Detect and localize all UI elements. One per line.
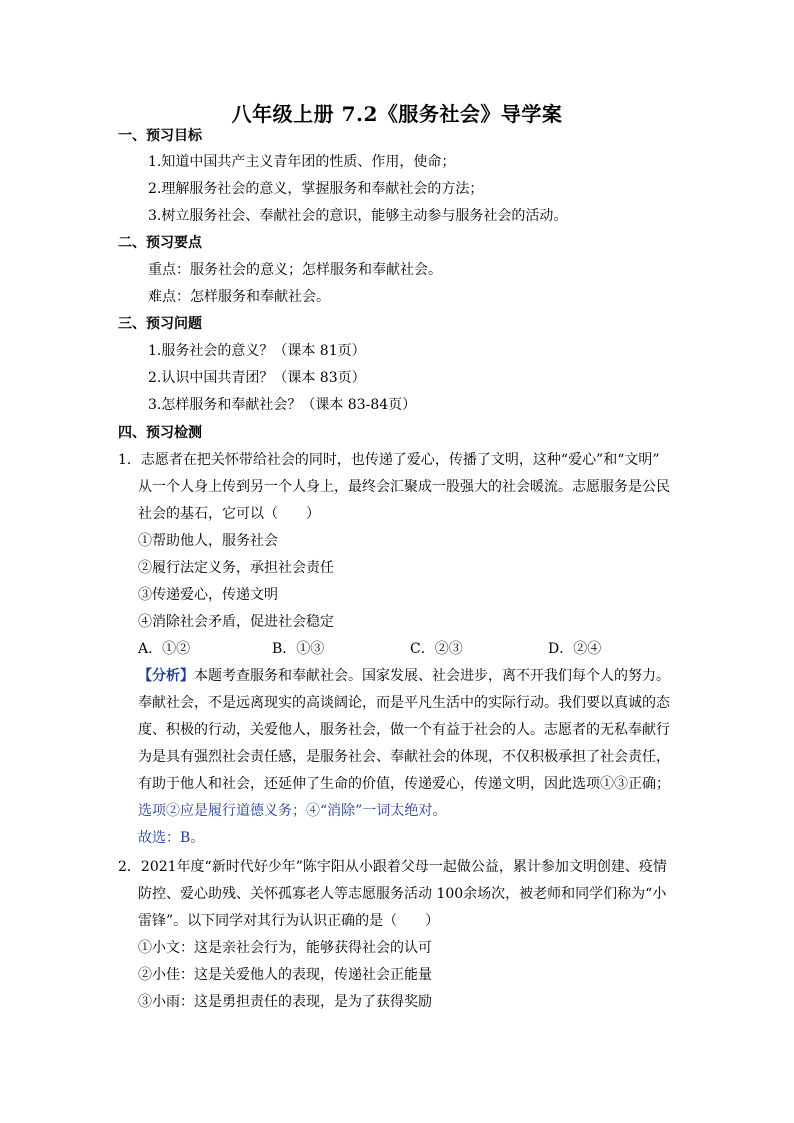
analysis-text: 本题考查服务和奉献社会。国家发展、社会进步，离不开我们每个人的努力。	[194, 668, 670, 684]
analysis-tag: 【分析】	[138, 668, 194, 684]
q1-option-d: D．②④	[548, 641, 602, 657]
q1-analysis-line: 为是具有强烈社会责任感，是服务社会、奉献社会的体现，不仅积极承担了社会责任，	[138, 749, 670, 765]
q1-stem-line: 1．志愿者在把关怀带给社会的同时，也传递了爱心，传播了文明，这种“爱心”和“文明”	[118, 452, 660, 468]
section-heading-goals: 一、预习目标	[118, 128, 202, 144]
q1-statement: ①帮助他人，服务社会	[138, 533, 278, 549]
question-item: 2.认识中国共青团？（课本 83页）	[148, 370, 366, 386]
q1-statement: ③传递爱心，传递文明	[138, 587, 278, 603]
q1-analysis-line: 选项②应是履行道德义务；④“消除”一词太绝对。	[138, 803, 447, 819]
q1-stem-line: 从一个人身上传到另一个人身上，最终会汇聚成一股强大的社会暖流。志愿服务是公民	[138, 479, 670, 495]
keypoint-item: 难点：怎样服务和奉献社会。	[148, 289, 330, 305]
q2-stem-line: 防控、爱心助残、关怀孤寡老人等志愿服务活动 100余场次，被老师和同学们称为“小	[138, 886, 667, 902]
q2-stem-line: 雷锋”。以下同学对其行为认识正确的是（ ）	[138, 913, 440, 929]
page-title: 八年级上册 7.2《服务社会》导学案	[231, 102, 563, 126]
goal-item: 3.树立服务社会、奉献社会的意识，能够主动参与服务社会的活动。	[148, 208, 568, 224]
section-heading-keypoints: 二、预习要点	[118, 235, 202, 251]
question-item: 1.服务社会的意义？（课本 81页）	[148, 343, 366, 359]
section-heading-questions: 三、预习问题	[118, 316, 202, 332]
q2-statement: ①小文：这是亲社会行为，能够获得社会的认可	[138, 940, 432, 956]
q1-analysis-line: 度、积极的行动，关爱他人，服务社会，做一个有益于社会的人。志愿者的无私奉献行	[138, 722, 670, 738]
section-heading-check: 四、预习检测	[118, 425, 202, 441]
q1-stem-line: 社会的基石，它可以（ ）	[138, 506, 320, 522]
q1-answer: 故选：B。	[138, 830, 205, 846]
q1-analysis-line: 有助于他人和社会，还延伸了生命的价值，传递爱心，传递文明，因此选项①③正确；	[138, 776, 670, 792]
q1-option-a: A．①②	[138, 641, 191, 657]
q1-statement: ②履行法定义务，承担社会责任	[138, 560, 334, 576]
q1-statement: ④消除社会矛盾，促进社会稳定	[138, 614, 334, 630]
q1-option-b: B．①③	[272, 641, 325, 657]
q1-analysis-line: 奉献社会，不是远离现实的高谈阔论，而是平凡生活中的实际行动。我们要以真诚的态	[138, 695, 670, 711]
question-item: 3.怎样服务和奉献社会？（课本 83-84页）	[148, 397, 417, 413]
q2-statement: ②小佳：这是关爱他人的表现，传递社会正能量	[138, 967, 432, 983]
keypoint-item: 重点：服务社会的意义；怎样服务和奉献社会。	[148, 262, 442, 278]
q2-stem-line: 2．2021年度“新时代好少年”陈宇阳从小跟着父母一起做公益，累计参加文明创建、疫情	[118, 859, 667, 875]
q2-statement: ③小雨：这是勇担责任的表现，是为了获得奖励	[138, 994, 432, 1010]
q1-analysis-line	[138, 667, 670, 685]
q1-option-c: C．②③	[410, 641, 463, 657]
goal-item: 1.知道中国共产主义青年团的性质、作用，使命；	[148, 154, 456, 170]
goal-item: 2.理解服务社会的意义，掌握服务和奉献社会的方法；	[148, 181, 484, 197]
